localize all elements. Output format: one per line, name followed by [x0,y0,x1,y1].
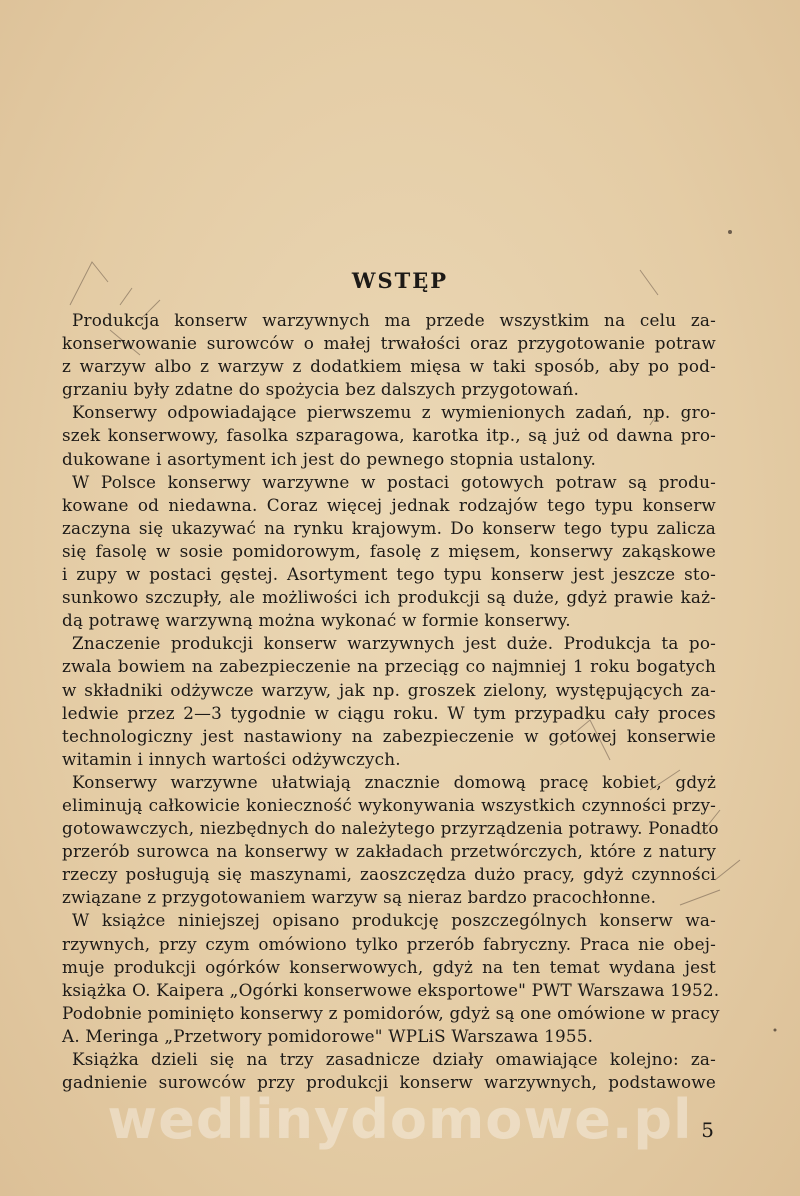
text-line: Konserwy odpowiadające pierwszemu z wymienionych zadań, np. gro- [72,402,716,423]
paragraph [62,632,716,771]
text-line: rzeczy posługują się maszynami, zaoszczędza dużo pracy, gdyż czynności [62,864,716,885]
text-line: grzaniu były zdatne do spożycia bez dalszych przygotowań. [62,379,580,400]
text-line: gotowawczych, niezbędnych do należytego przyrządzenia potrawy. Ponadto [62,818,719,839]
text-line: W Polsce konserwy warzywne w postaci gotowych potraw są produ- [72,471,716,492]
text-line: kowane od niedawna. Coraz więcej jednak rodzajów tego typu konserw [62,494,716,515]
text-line: przerób surowca na konserwy w zakładach przetwórczych, które z natury [62,841,716,862]
text-line: Konserwy warzywne ułatwiają znacznie domową pracę kobiet, gdyż [72,771,716,792]
text-line: zaczyna się ukazywać na rynku krajowym. Do konserw tego typu zalicza [62,517,716,538]
text-line: szek konserwowy, fasolka szparagowa, karotka itp., są już od dawna pro- [62,425,716,446]
text-line: książka O. Kaipera „Ogórki konserwowe eksportowe" PWT Warszawa 1952. [62,979,720,1000]
text-line: związane z przygotowaniem warzyw są nieraz bardzo pracochłonne. [62,887,657,908]
chapter-body [62,309,720,1094]
text-line: gadnienie surowców przy produkcji konserw warzywnych, podstawowe [62,1072,716,1093]
text-line: i zupy w postaci gęstej. Asortyment tego typu konserw jest jeszcze sto- [62,564,716,585]
page-number: 5 [701,1118,714,1142]
chapter-title: WSTĘP [351,268,449,293]
paragraph [62,309,716,401]
text-line: ledwie przez 2—3 tygodnie w ciągu roku. W tym przypadku cały proces [62,702,716,723]
paragraph [62,471,716,633]
text-line: zwala bowiem na zabezpieczenie na przeciąg co najmniej 1 roku bogatych [62,656,716,677]
text-line: A. Meringa „Przetwory pomidorowe" WPLiS Warszawa 1955. [62,1025,594,1046]
text-line: Znaczenie produkcji konserw warzywnych jest duże. Produkcja ta po- [72,633,716,654]
text-line: konserwowanie surowców o małej trwałości oraz przygotowanie potraw [62,333,716,354]
text-line: witamin i innych wartości odżywczych. [62,748,401,769]
paragraph [62,401,716,470]
text-line: Produkcja konserw warzywnych ma przede wszystkim na celu za- [72,310,716,330]
text-line: technologiczny jest nastawiony na zabezpieczenie w gotowej konserwie [62,725,716,746]
text-line: Książka dzieli się na trzy zasadnicze działy omawiające kolejno: za- [72,1049,716,1069]
text-line: Podobnie pominięto konserwy z pomidorów, gdyż są one omówione w pracy [62,1002,720,1023]
text-line: W książce niniejszej opisano produkcję poszczególnych konserw wa- [72,910,716,931]
paragraph [62,771,719,910]
text-line: sunkowo szczupły, ale możliwości ich produkcji są duże, gdyż prawie każ- [62,587,716,608]
text-line: się fasolę w sosie pomidorowym, fasolę z mięsem, konserwy zakąskowe [62,540,716,561]
text-line: z warzyw albo z warzyw z dodatkiem mięsa w taki sposób, aby po pod- [62,356,716,377]
watermark-text: wedlinydomowe.pl [107,1088,693,1151]
text-line: dukowane i asortyment ich jest do pewnego stopnia ustalony. [62,448,597,469]
text-line: w składniki odżywcze warzyw, jak np. groszek zielony, występujących za- [62,679,716,700]
text-line: muje produkcji ogórków konserwowych, gdyż na ten temat wydana jest [62,956,716,977]
text-line: dą potrawę warzywną można wykonać w formie konserwy. [62,610,571,631]
text-line: eliminują całkowicie konieczność wykonywania wszystkich czynności przy- [62,794,716,815]
paragraph [62,909,720,1048]
text-line: rzywnych, przy czym omówiono tylko przerób fabryczny. Praca nie obej- [62,933,716,954]
